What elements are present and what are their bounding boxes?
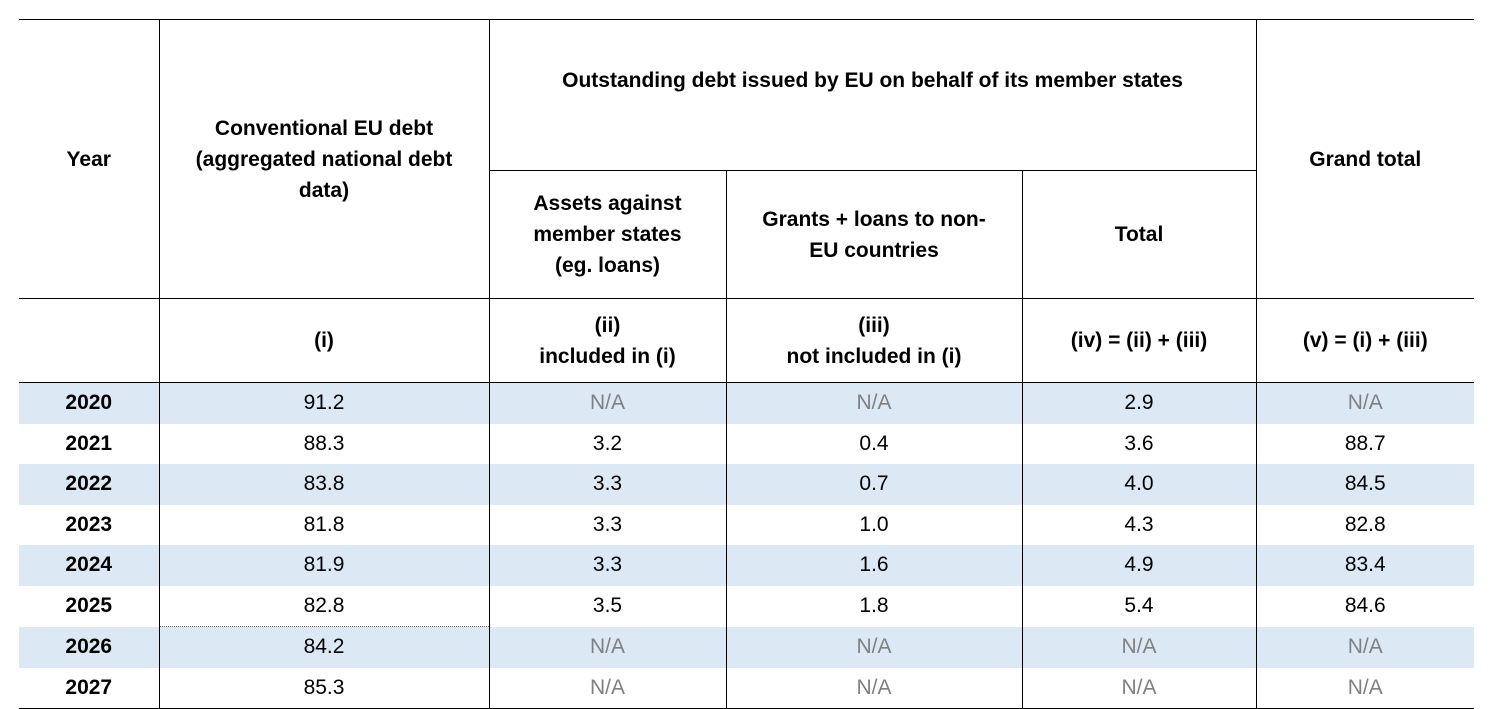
grants-cell: N/A [726, 383, 1022, 424]
total-cell: 3.6 [1022, 424, 1256, 465]
grants-cell: 1.8 [726, 586, 1022, 627]
assets-header [489, 171, 726, 299]
outstanding-debt-header: Outstanding debt issued by EU on behalf of its member states [489, 20, 1256, 171]
assets-header-line-2: member states [533, 223, 682, 246]
grants-cell: 1.6 [726, 545, 1022, 586]
grand-total-cell: 82.8 [1256, 505, 1474, 546]
col-iv-label: (iv) = (ii) + (iii) [1022, 299, 1256, 383]
grand-total-cell: 83.4 [1256, 545, 1474, 586]
col-v-label: (v) = (i) + (iii) [1256, 299, 1474, 383]
grand-total-cell: N/A [1256, 383, 1474, 424]
year-cell: 2026 [19, 627, 159, 668]
grand-total-cell: 84.5 [1256, 464, 1474, 505]
table-row [19, 464, 1474, 505]
conventional-debt-header [159, 20, 489, 299]
year-subheader-blank [19, 299, 159, 383]
year-cell: 2023 [65, 512, 113, 536]
grants-cell: 0.7 [726, 464, 1022, 505]
conventional-header-line-3: data) [298, 178, 350, 202]
grants-header-line-1: Grants + loans to non- [762, 207, 986, 231]
col-ii-line-1: (ii) [594, 313, 621, 337]
col-ii-line-2: included in (i) [539, 344, 676, 368]
grants-cell: N/A [726, 627, 1022, 668]
assets-cell: 3.3 [489, 545, 726, 586]
total-cell: 4.9 [1022, 545, 1256, 586]
assets-cell: 3.3 [489, 505, 726, 546]
table-row [19, 505, 1474, 546]
assets-header-line-1: Assets against [533, 192, 682, 215]
total-cell: N/A [1022, 668, 1256, 709]
grand-total-cell: 88.7 [1256, 424, 1474, 465]
grants-cell: N/A [726, 668, 1022, 709]
year-cell: 2024 [19, 545, 159, 586]
year-header: Year [19, 20, 159, 299]
assets-header-line-3: (eg. loans) [554, 254, 660, 277]
year-cell: 2027 [19, 668, 159, 709]
total-header: Total [1022, 171, 1256, 299]
debt-table-container [19, 19, 1474, 709]
conventional-cell: 91.2 [159, 383, 489, 424]
grand-total-cell: N/A [1256, 627, 1474, 668]
grand-total-cell: N/A [1256, 668, 1474, 709]
total-cell: 4.3 [1022, 505, 1256, 546]
assets-cell: N/A [489, 668, 726, 709]
table-row [19, 383, 1474, 424]
assets-cell: 3.3 [489, 464, 726, 505]
year-cell: 2022 [19, 464, 159, 505]
col-iii-label [726, 299, 1022, 383]
grants-cell: 1.0 [726, 505, 1022, 546]
col-i-label: (i) [159, 299, 489, 383]
assets-cell: 3.2 [489, 424, 726, 465]
col-iii-line-1: (iii) [858, 313, 890, 337]
conventional-cell: 88.3 [159, 424, 489, 465]
grants-header-line-2: EU countries [809, 238, 939, 262]
col-ii-label [489, 299, 726, 383]
total-cell: N/A [1022, 627, 1256, 668]
grants-header [726, 171, 1022, 299]
conventional-cell: 82.8 [159, 586, 489, 627]
table-row [19, 627, 1474, 668]
table-row [19, 668, 1474, 709]
assets-cell: 3.5 [489, 586, 726, 627]
total-cell: 2.9 [1022, 383, 1256, 424]
conventional-cell: 83.8 [159, 464, 489, 505]
conventional-cell: 81.8 [159, 505, 489, 546]
grand-total-cell: 84.6 [1256, 586, 1474, 627]
conventional-cell: 84.2 [159, 627, 489, 668]
grand-total-header: Grand total [1256, 20, 1474, 299]
assets-cell: N/A [489, 383, 726, 424]
table-body [19, 383, 1474, 709]
year-cell: 2020 [19, 383, 159, 424]
table-row [19, 586, 1474, 627]
table-row [19, 424, 1474, 465]
conventional-cell: 85.3 [159, 668, 489, 709]
year-cell: 2021 [65, 431, 113, 455]
conventional-header-line-1: Conventional EU debt [214, 116, 434, 140]
year-cell: 2025 [65, 594, 113, 617]
table-row [19, 545, 1474, 586]
grants-cell: 0.4 [726, 424, 1022, 465]
col-iii-line-2: not included in (i) [786, 344, 962, 368]
total-cell: 5.4 [1022, 586, 1256, 627]
total-cell: 4.0 [1022, 464, 1256, 505]
debt-table [19, 19, 1474, 709]
conventional-cell: 81.9 [159, 545, 489, 586]
conventional-header-line-2: (aggregated national debt [195, 147, 453, 171]
assets-cell: N/A [489, 627, 726, 668]
